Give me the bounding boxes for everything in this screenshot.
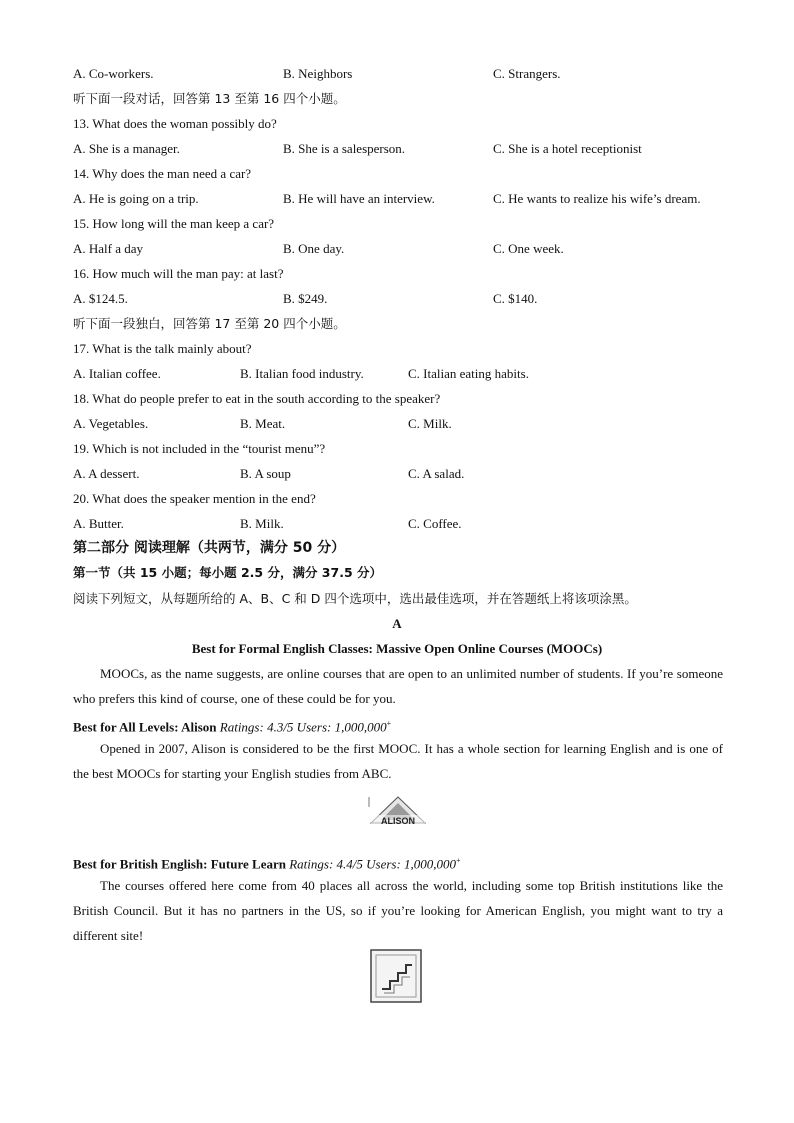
q18-question: 18. What do people prefer to eat in the south according to the speaker? (73, 391, 441, 406)
alison-ratings-plus: + (386, 719, 392, 728)
q15-option-a: A. Half a day (73, 241, 144, 256)
futurelearn-ratings-plus: + (456, 856, 461, 865)
intro-paragraph: MOOCs, as the name suggests, are online courses that are open to an unlimited number of students. If you’re someone who prefers this kind of course, one of these could be for you. (73, 666, 723, 706)
q20-option-b: B. Milk. (240, 516, 284, 531)
q14-option-a: A. He is going on a trip. (73, 191, 199, 206)
q13-question: 13. What does the woman possibly do? (73, 116, 277, 131)
alison-logo (365, 793, 431, 833)
passage-title: Best for Formal English Classes: Massive Open Online Courses (MOOCs) (191, 641, 603, 656)
reading-instructions: 阅读下列短文，从每题所给的 A、B、C 和 D 四个选项中，选出最佳选项，并在答题纸上将该项涂黑。 (73, 591, 637, 606)
alison-name: Alison (181, 719, 217, 735)
q20-option-c: C. Coffee. (408, 516, 462, 531)
part2-title: 第二部分 阅读理解（共两节，满分 50 分） (73, 540, 346, 556)
q13-option-b: B. She is a salesperson. (283, 141, 406, 156)
instruction-13-16: 听下面一段对话，回答第 13 至第 16 四个小题。 (73, 91, 346, 106)
q17-option-b: B. Italian food industry. (240, 366, 364, 381)
q18-option-c: C. Milk. (408, 416, 452, 431)
section1-title: 第一节（共 15 小题；每小题 2.5 分，满分 37.5 分） (73, 565, 382, 580)
q18-option-a: A. Vegetables. (73, 416, 149, 431)
q18-option-b: B. Meat. (240, 416, 286, 431)
q16-option-c: C. $140. (493, 291, 538, 306)
q19-option-b: B. A soup (240, 466, 291, 481)
q13-option-c: C. She is a hotel receptionist (493, 141, 642, 156)
q19-question: 19. Which is not included in the “tourist menu”? (73, 441, 326, 456)
q16-option-b: B. $249. (283, 291, 328, 306)
q17-option-a: A. Italian coffee. (73, 366, 161, 381)
q15-option-b: B. One day. (283, 241, 345, 256)
q14-option-c: C. He wants to realize his wife’s dream. (493, 191, 701, 206)
alison-heading: Best for All Levels: Alison Ratings: 4.3/5 Users: 1,000,000+ (73, 719, 392, 735)
alison-ratings: Ratings: 4.3/5 Users: 1,000,000 (219, 719, 387, 735)
q20-option-a: A. Butter. (73, 516, 124, 531)
alison-heading-label: Best for All Levels (73, 719, 175, 735)
q16-question: 16. How much will the man pay: at last? (73, 266, 284, 281)
futurelearn-heading: Best for British English: Future Learn Ratings: 4.4/5 Users: 1,000,000+ (73, 856, 461, 872)
futurelearn-logo (370, 949, 422, 1003)
q12-option-c: C. Strangers. (493, 66, 561, 81)
alison-logo-text: ALISON (380, 816, 416, 826)
q20-question: 20. What does the speaker mention in the end? (73, 491, 316, 506)
q19-option-c: C. A salad. (408, 466, 465, 481)
q12-option-a: A. Co-workers. (73, 66, 154, 81)
q16-option-a: A. $124.5. (73, 291, 128, 306)
futurelearn-heading-label: Best for British English (73, 856, 204, 872)
q15-question: 15. How long will the man keep a car? (73, 216, 275, 231)
q15-option-c: C. One week. (493, 241, 564, 256)
futurelearn-paragraph: The courses offered here come from 40 places all across the world, including some top British institutions like the British Council. But it has no partners in the US, so if you’re looking for American English, you might want to try a different site! (73, 878, 723, 943)
alison-paragraph: Opened in 2007, Alison is considered to be the first MOOC. It has a whole section for learning English and is one of the best MOOCs for starting your English studies from ABC. (73, 741, 723, 781)
q12-option-b: B. Neighbors (283, 66, 353, 81)
instruction-17-20: 听下面一段独白，回答第 17 至第 20 四个小题。 (73, 316, 346, 331)
futurelearn-name: Future Learn (210, 856, 286, 872)
q19-option-a: A. A dessert. (73, 466, 140, 481)
q17-question: 17. What is the talk mainly about? (73, 341, 252, 356)
futurelearn-ratings: Ratings: 4.4/5 Users: 1,000,000 (289, 856, 457, 872)
passage-letter: A (392, 616, 402, 631)
q13-option-a: A. She is a manager. (73, 141, 180, 156)
q17-option-c: C. Italian eating habits. (408, 366, 529, 381)
q14-option-b: B. He will have an interview. (283, 191, 435, 206)
q14-question: 14. Why does the man need a car? (73, 166, 252, 181)
